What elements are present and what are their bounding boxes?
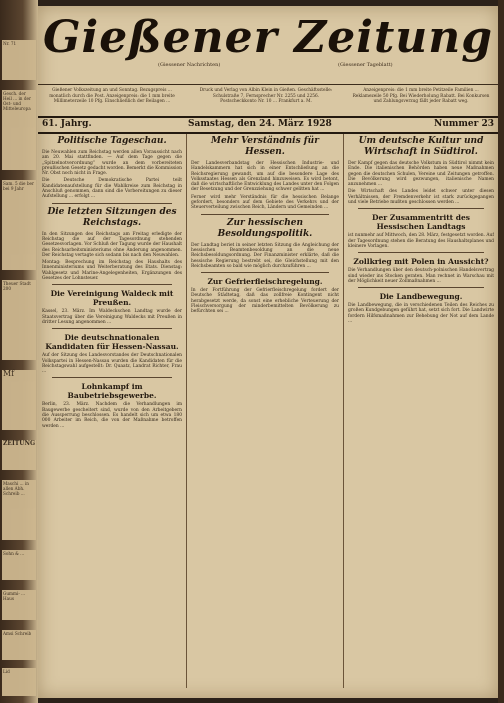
spine-fragment: Nr. 71 [2, 40, 36, 80]
article-text: Montag: Besprechung im Reichstag des Haushalts des Innenministeriums und Weiterberatung des Etats. Dienstag: Wahlgesetz und Marine-Angelegenheiten, Ergänzungen des Gesetzes der Lohnsteuer. [42, 260, 182, 282]
divider [52, 284, 172, 285]
headline: Die letzten Sitzungen des Reichstags. [47, 206, 177, 228]
headline: Um deutsche Kultur und Wirtschaft in Südtirol. [358, 136, 484, 157]
article-text: Ferner wird mehr Verständnis für die hessischen Belange gefordert, besonders auf dem Gebiete des Verkehrs und der Steuerverteilung zwischen Reich, Ländern und Gemeinden ... [191, 194, 339, 211]
divider [52, 377, 172, 378]
subheadline: Die Landbewegung. [379, 292, 463, 302]
divider [358, 287, 484, 288]
subheadline: Die Vereinigung Waldeck mit Preußen. [50, 289, 174, 308]
headline: Mehr Verständnis für Hessen. [211, 136, 319, 157]
article-text: In der Fortführung der Gefrierfleischregelung fordert der Deutsche Städtetag, daß das zollfreie Kontingent nicht herabgesetzt werde, da sonst eine erhebliche Verteuerung der Fleischversorgung der minderbemittelten Bevölkerung zu befürchten sei ... [191, 288, 339, 315]
article-text: Die Neuwahlen zum Reichstag werden allen Voraussicht nach am 20. Mai stattfinden. — Auf dem Tage gegen die „Spitzelnotverordnung“ wurde an dem vorbereiteten preußischen Gesetz gedacht worden. Bemerkt die Kommission Nr. Obst noch nicht in Frage. [42, 150, 182, 177]
article-text: Berlin, 23. März. Nachdem die Verhandlungen im Baugewerbe gescheitert sind, wurde von den Arbeitgebern die Aussperrung beschlossen. Es handelt sich um etwa 180 000 Arbeiter im Reich, die von der Maßnahme betroffen werden ... [42, 402, 182, 429]
article-text: In den Sitzungen des Reichstags am Freitag erledigte der Reichstag die auf der Tagesordnung stehenden Gesetzesvorlagen. Vor Schluß der Tagung wurde der Haushalt des Reichsarbeitsministeriums ohne Änderung angenommen. Der Reichstag vertagte sich sodann bis nach den Neuwahlen. [42, 231, 182, 258]
subheadline: Lohnkampf im Baubetriebsgewerbe. [67, 382, 157, 401]
subheadline: Zur Gefrierfleischregelung. [207, 277, 323, 287]
masthead-subtitle-right: (Giessener Tageblatt) [338, 62, 393, 68]
header-info-bar [38, 84, 498, 115]
article-text: Der Landtag beriet in seiner letzten Sitzung die Angleichung der hessischen Beamtenbesoldung an die neue Reichsbesoldungsordnung. Der Finanzminister erklärte, daß die hessische Regierung bestrebt sei, die Gleichstellung mit den Reichsbeamten so bald wie möglich durchzuführen ... [191, 242, 339, 269]
divider [358, 252, 484, 253]
subheadline: Die deutschnationalen Kandidaten für Hessen-Nassau. [45, 333, 179, 352]
article-text: Die Wirtschaft des Landes leidet schwer unter diesen Verhältnissen, der Fremdenverkehr ist stark zurückgegangen und viele Betriebe mußten geschlossen werden ... [348, 189, 494, 206]
column-left [42, 134, 182, 692]
masthead [38, 10, 498, 84]
binding-spine [0, 0, 38, 703]
issue-number: Nummer 23 [434, 119, 494, 129]
subheadline: Zollkrieg mit Polen in Aussicht? [353, 257, 489, 267]
headline: Zur hessischen Besoldungspolitik. [217, 217, 313, 239]
divider [52, 203, 172, 204]
article-text: Der Kampf gegen das deutsche Volkstum in Südtirol nimmt kein Ende. Die italienischen Behörden haben neue Maßnahmen gegen die deutschen Schulen, Vereine und Zeitungen getroffen. Die Bevölkerung wird gezwungen, italienische Namen anzunehmen ... [348, 161, 494, 188]
spine-fragment: Gummi- ... Haus [2, 590, 36, 620]
spine-fragment: Gesch. der Heil ... in der Ost- und Mitteleuropa [2, 90, 36, 170]
masthead-subtitle-left: (Giessener Nachrichten) [158, 62, 221, 68]
divider [201, 214, 329, 215]
headline: Politische Tageschau. [57, 136, 167, 146]
subheadline: Der Zusammentritt des Hessischen Landtags [372, 213, 470, 232]
spine-fragment: Maschi ... in allen Abh. Schreib ... [2, 480, 36, 540]
issue-date: Samstag, den 24. März 1928 [188, 119, 332, 129]
spine-fragment: ZEITUNG [2, 440, 36, 470]
article-text: ist nunmehr auf Mittwoch, den 28. März, festgesetzt worden. Auf der Tagesordnung stehen die Beratung des Haushaltsplanes und kleinere Vorlagen. [348, 233, 494, 249]
spine-fragment: Lid [2, 668, 36, 696]
spine-fragment: Mf [2, 370, 36, 430]
dateline-bar [38, 116, 498, 134]
newspaper-page [38, 6, 498, 698]
header-info-left: Gießener Volkszeitung an und Sonntag. Bezugspreis ... monatlich durch die Post. Anzeigenpreis: die 1 mm breite Millimeterzeile 10 Pfg. Einschließlich der Beilagen ... [49, 88, 175, 105]
article-text: Kassel, 23. März. Im Waldeckschen Landtag wurde der Staatsvertrag über die Vereinigung Waldecks mit Preußen in dritter Lesung angenommen ... [42, 309, 182, 325]
article-text: Die Landbewegung, die in verschiedenen Teilen des Reiches zu großen Kundgebungen geführt hat, setzt sich fort. Die Landwirte fordern Hilfsmaßnahmen zur Behebung der Not auf dem Lande ... [348, 303, 494, 325]
divider [52, 328, 172, 329]
column-rule [343, 134, 344, 688]
spine-fragment: Theuer Stadt 200 [2, 280, 36, 360]
article-text: Die Deutsche Demokratische Partei teilt Kandidatenaufstellung für die Wahlkreise zum Reichstag in Anschluß genommen, dann sind die Vorbereitungen zu dieser Aufstellung ... erfolgt ... [42, 178, 182, 200]
column-right [348, 134, 494, 692]
spine-fragment: Sohn & ... [2, 550, 36, 580]
header-info-center: Druck und Verlag von Albin Klein in Gießen. Geschäftsstelle: Schulstraße 7, Fernsprecher Nr. 2255 und 2256. Postscheckkonto Nr. 10 ... Frankfurt a. M. [199, 88, 333, 105]
article-text: Der Landesverbandstag der Hessischen Industrie- und Handelskammern hat sich in einer Entschließung an die Reichsregierung gewandt, um auf die besondere Lage des Volksstaates Hessen als Grenzland hinzuweisen. Es wird betont, daß die wirtschaftliche Entwicklung des Landes unter den Folgen der Besetzung und der Grenzziehung schwer gelitten hat ... [191, 161, 339, 193]
header-info-right: Anzeigenpreis: die 1 mm breite Petitzeile Familien ... Reklamezeile 50 Pfg. Bei Wiederholung Rabatt. Bei Konkursen und Zahlungsverzug fällt jeder Rabatt weg. [352, 88, 490, 105]
spine-fragment: Amsi Schreib [2, 630, 36, 660]
column-rule [186, 134, 187, 688]
divider [201, 272, 329, 273]
column-middle [191, 134, 339, 692]
article-text: Auf der Sitzung des Landesvorstandes der Deutschnationalen Volkspartei in Hessen-Nassau wurden die Kandidaten für die Reichstagswahl aufgestellt: Dr. Quaatz, Landrat Richter, Frau ... [42, 353, 182, 375]
masthead-title: Gießener Zeitung [42, 12, 494, 63]
article-text: Die Verhandlungen über den deutsch-polnischen Handelsvertrag sind wieder ins Stocken geraten. Man rechnet in Warschau mit der Möglichkeit neuer Zollmaßnahmen ... [348, 268, 494, 284]
spine-fragment: Sam. 5 die ber bei 9 Jahr [2, 180, 36, 270]
volume-label: 61. Jahrg. [42, 119, 92, 129]
page-edge [498, 0, 504, 703]
divider [358, 208, 484, 209]
